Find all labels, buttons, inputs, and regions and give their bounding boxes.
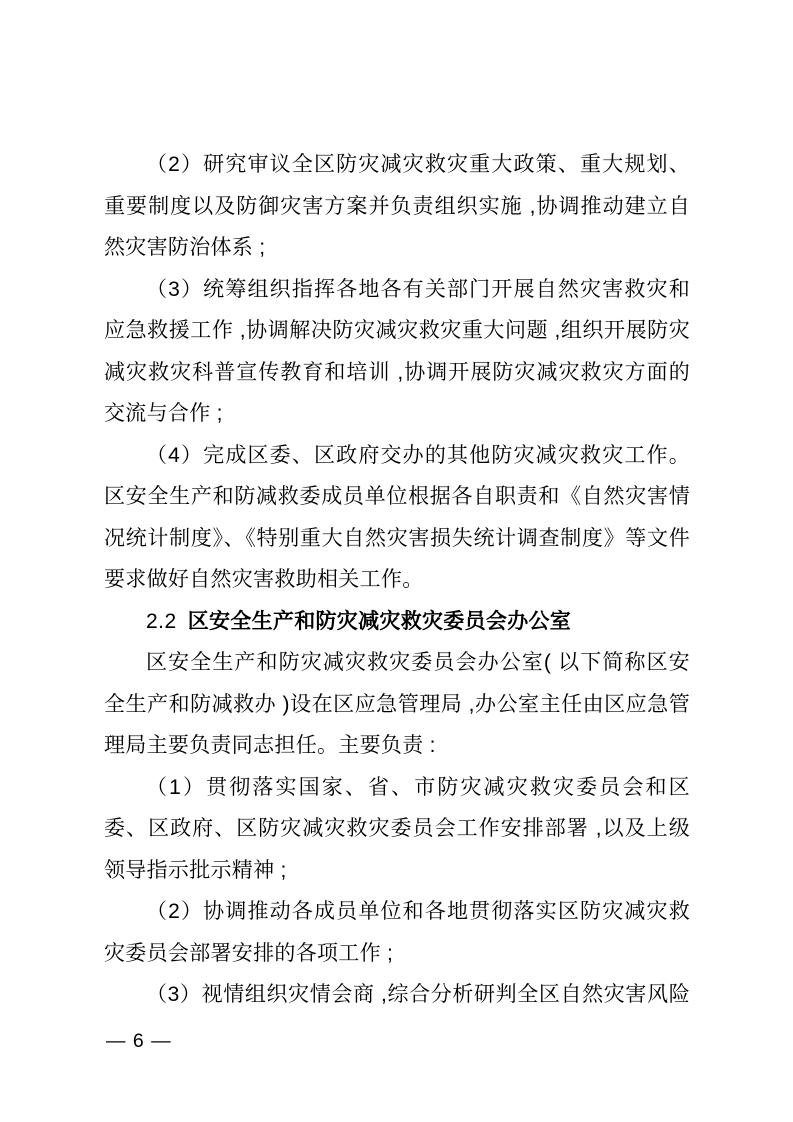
paragraph-duty-3: （3）统筹组织指挥各地各有关部门开展自然灾害救灾和应急救援工作 ,协调解决防灾减灾救灾重大问题 ,组织开展防灾减灾救灾科普宣传教育和培训 ,协调开展防灾减灾救灾方面的交流与合作 ; <box>104 277 690 425</box>
section-title: 区安全生产和防灾减灾救灾委员会办公室 <box>187 609 572 633</box>
paragraph-office-duty-3: （3）视情组织灾情会商 ,综合分析研判全区自然灾害风险 <box>146 983 690 1006</box>
paragraph-duty-2: （2）研究审议全区防灾减灾救灾重大政策、重大规划、重要制度以及防御灾害方案并负责组织实施 ,协调推动建立自然灾害防治体系 ; <box>104 153 690 259</box>
page-number: — 6 — <box>106 1030 172 1052</box>
paragraph-office-duty-1: （1）贯彻落实国家、省、市防灾减灾救灾委员会和区委、区政府、区防灾减灾救灾委员会工作安排部署 ,以及上级领导指示批示精神 ; <box>104 775 690 882</box>
section-number: 2.2 <box>146 609 177 633</box>
paragraph-duty-4: （4）完成区委、区政府交办的其他防灾减灾救灾工作。区安全生产和防减救委成员单位根据各自职责和《自然灾害情况统计制度》、《特别重大自然灾害损失统计调查制度》等文件要求做好自然灾害救助相关工作。 <box>104 443 690 591</box>
section-heading-2-2 <box>104 601 690 643</box>
document-body <box>104 144 690 1016</box>
paragraph-office-intro: 区安全生产和防灾减灾救灾委员会办公室( 以下简称区安全生产和防减救办 )设在区应急管理局 ,办公室主任由区应急管理局主要负责同志担任。主要负责 : <box>104 651 690 757</box>
paragraph-office-duty-2: （2）协调推动各成员单位和各地贯彻落实区防灾减灾救灾委员会部署安排的各项工作 ; <box>104 900 690 965</box>
